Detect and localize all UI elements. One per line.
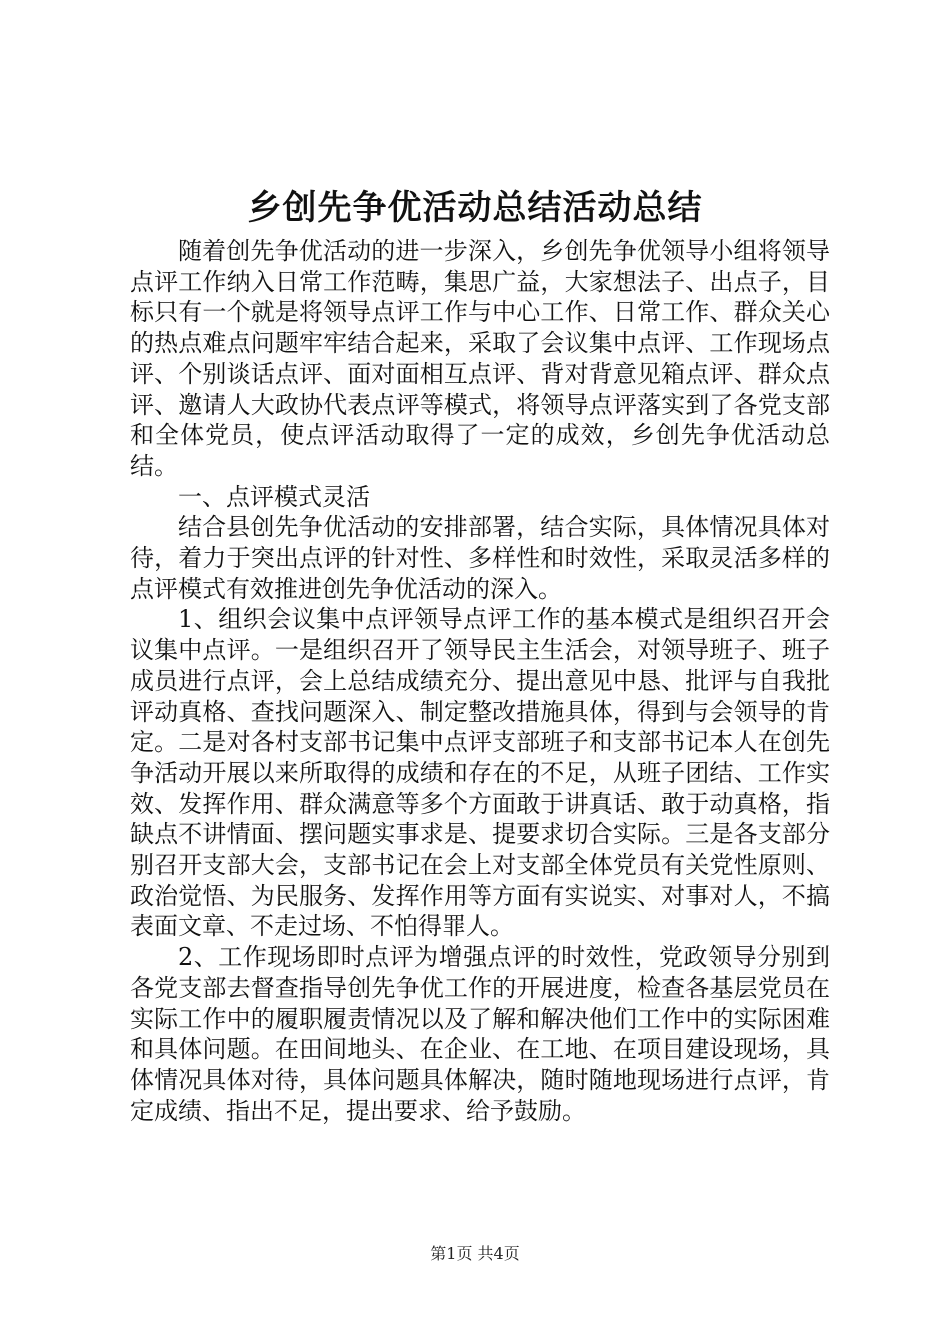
paragraph-item-1: 1、组织会议集中点评领导点评工作的基本模式是组织召开会议集中点评。一是组织召开了领导民主生活会，对领导班子、班子成员进行点评，会上总结成绩充分、提出意见中恳、批评与自我批评动真格、查找问题深入、制定整改措施具体，得到与会领导的肯定。二是对各村支部书记集中点评支部班子和支部书记本人在创先争活动开展以来所取得的成绩和存在的不足，从班子团结、工作实效、发挥作用、群众满意等多个方面敢于讲真话、敢于动真格，指缺点不讲情面、摆问题实事求是、提要求切合实际。三是各支部分别召开支部大会，支部书记在会上对支部全体党员有关党性原则、政治觉悟、为民服务、发挥作用等方面有实说实、对事对人，不搞表面文章、不走过场、不怕得罪人。 — [130, 605, 830, 941]
document-body — [130, 236, 830, 1126]
section-heading: 一、点评模式灵活 — [178, 482, 370, 511]
paragraph-intro: 随着创先争优活动的进一步深入，乡创先争优领导小组将领导点评工作纳入日常工作范畴，集思广益，大家想法子、出点子，目标只有一个就是将领导点评工作与中心工作、日常工作、群众关心的热点难点问题牢牢结合起来，采取了会议集中点评、工作现场点评、个别谈话点评、面对面相互点评、背对背意见箱点评、群众点评、邀请人大政协代表点评等模式，将领导点评落实到了各党支部和全体党员，使点评活动取得了一定的成效，乡创先争优活动总结。 — [130, 237, 830, 480]
page-footer: 第1页 共4页 — [430, 1244, 520, 1263]
paragraph-section-intro: 结合县创先争优活动的安排部署，结合实际，具体情况具体对待，着力于突出点评的针对性、多样性和时效性，采取灵活多样的点评模式有效推进创先争优活动的深入。 — [130, 513, 830, 603]
document-title: 乡创先争优活动总结活动总结 — [247, 188, 703, 228]
paragraph-item-2: 2、工作现场即时点评为增强点评的时效性，党政领导分别到各党支部去督查指导创先争优工作的开展进度，检查各基层党员在实际工作中的履职履责情况以及了解和解决他们工作中的实际困难和具体问题。在田间地头、在企业、在工地、在项目建设现场，具体情况具体对待，具体问题具体解决，随时随地现场进行点评，肯定成绩、指出不足，提出要求、给予鼓励。 — [130, 943, 830, 1125]
